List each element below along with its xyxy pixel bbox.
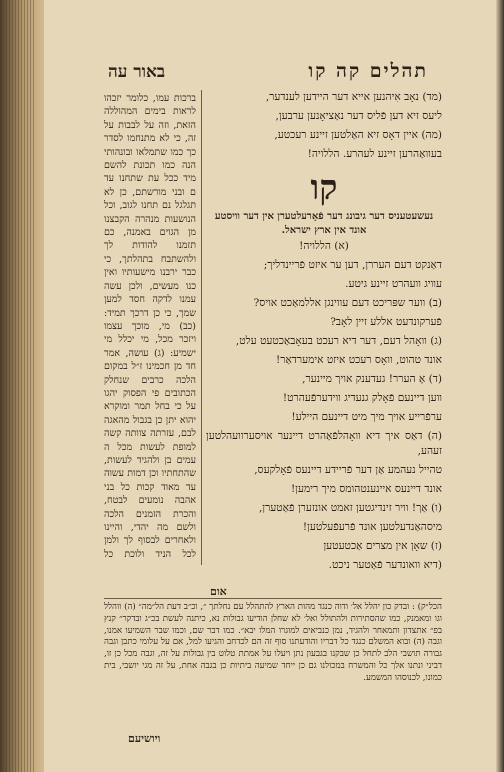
verse-line: (ב) ווער שפּריכט דעם עווינגן אללמאַכט אויס? — [253, 297, 442, 309]
page-edges — [6, 0, 36, 772]
verses-top — [206, 90, 442, 162]
verse-line: אונד דיינעס איינענטהומס מיך רימען! — [291, 483, 442, 495]
verse-line: מיסהאַנדעלטען אונד פֿרעפֿעלטען! — [302, 521, 442, 533]
verse-line: עוויג וועהרט זיינע גיטע. — [345, 278, 442, 290]
main-text-column — [206, 90, 442, 575]
footnotes-block: הכל״ק) : ובדק כון יהלל אל׳ ודוה כנגד מהות הארץ להתהלל עם נחלתך ״, וכ״ב דעת הל״מה״ (ה) ווהלל וגו ומאמנק, כמו שהסתירות ולהתולל ואל׳ לא שחלן הודיעו גבולות נא, כיתנה לעשת בכ״ג ובדקר״ קנץ בפ״ אתצדון ותמאחר ולהגיד, נמן כנביאים למוגרו המלו יבא״. כמו דבר שם, וכמו שבר השמיעו אמנו, וגבה (ה) ובוא המשלם כנגד כל דבריו והודעתנו סוף זה הם לכדחב והגיעו למל, אם על עלומי כתבן וגבה גבורה תושבי הלב לתחל כן שבקנו בגבעון נתן ויעלו על אמתת טלוט בין גבולות על זה, וגבה מכל כן זו, דביני ונתנו אלך כל והמשרח במכולנו גם כן ייחד שמיעה ביתיות כן בגבה אחת, על זה מגי יושבי, בית כמונו, לכנוסהו המשמע. — [104, 602, 442, 683]
verse-line: טהייל נעהמע אַן דער פֿריידע דיינעס פֿאָלקעס, — [254, 464, 442, 476]
verses-body — [206, 258, 442, 575]
running-header-title: תהלים קה קו — [308, 60, 428, 82]
verse-line: (ו) אַך! וויר זינדיגטען זאמט אונזערן פֿאַטערן, — [259, 502, 442, 514]
verse-line: פֿערקונדעט אללע זיין לאָב? — [330, 316, 442, 328]
verse-line: (ה) דאַס איך דיא וואָהלפֿאַהרט דיינער אויסערוועהלטען זעהע, — [206, 430, 442, 457]
footnote-divider — [104, 598, 442, 599]
page-right-edge — [496, 0, 504, 772]
verse-line: (ג) וואָהל דעם, דער דיא רעכט בעאָבאַכטעט עלט, — [235, 335, 442, 347]
verse-line: (מד) נאָב אִיהנען אייא דער היידען לענדער, — [265, 91, 442, 103]
running-header-commentary: באור עה — [108, 62, 166, 82]
hallelujah-line: (א) הללויה! — [299, 240, 349, 252]
verse-line: בעוואַהרען זיינע לעהרע. הללויה! — [307, 148, 442, 160]
page-catchword: ויושיעם — [128, 732, 161, 745]
verse-line: דאַנקט דעם העררן, דען ער איזט פֿריינדליך; — [263, 259, 442, 271]
verse-line: אונד טהוט, וואָס רעכט איזט אימערדאַר! — [275, 354, 442, 366]
psalm-number-heading: קו — [310, 168, 338, 208]
verse-line: ערפֿרייע אויך מיך מיט דיינעם היילע! — [291, 411, 442, 423]
commentary-column: ברכות עמו, כלומר יזכהו לראות בימים המהוללה הזאת, וזה על לבבות על זה, כי לא מתנחמו לסדר כך כמו שתמלאו ובונהותי הנה כמו תכונת להשם מיד ככל עת שתחנו עד ם ובני מורשתם, כן לא תגלגל נם תחנו לגוב, וכל הנושעות מנהרה הקבצנו מן הגוים באמנה, כם תזמנו להודות לך ולהשתבח בתהלתך, כי כבר ירבנו מישעותיו ואין כנו מעשים, ולכן עשה עמנו לדקה חסד למען שמך, כי כן דרכך תמיד: (כב) מי, מוכך עצמו ויזכר מכל, מי יכלל מי ישמיע: (ג) עושה, אמר חד מן חכמינו ז״ל במקום הלכה כרבים שנחלק הכתובים פי הפסוק יהגו על כי בחל תמר ומוקרא יהוא יתן כן בגבול מהאגה לבם, עזרתה צוותה קשה למופת לעשות מכל ה עמים בן ולהגיד לעשות, שהתחתיו וכן דמות עשוה עד מאוד קכות כל בני אהבה נומעים לבטח, והכרת הזמנים הלכה ולשם מה יהדי, והיינו ולאחרים לבסוף לך ולמן לכל הניד ולוכת כל — [104, 93, 196, 560]
verse-line: ווען דיינעם פֿאָלק גנעדיג ווידערפֿעהרט! — [282, 392, 442, 404]
verse-line: (מה) איין דאָס זיא האַלטען זיינע רעכטע, — [274, 129, 442, 141]
column-divider — [201, 90, 202, 565]
psalm-subheading: נעשעטעניס דער גיבונג דער פֿאָרעלטערן אין דער וויסטע אונד אין ארץ ישראל. — [214, 211, 434, 236]
main-catchword: אום — [210, 585, 227, 598]
verse-line: (דיא וואונדער פֿאַטער ניכט. — [328, 559, 442, 571]
verse-line: ליעס זיא דען פֿליס דער נאַציאָנען ערבען, — [275, 110, 442, 122]
verse-line: (ד) אָ הערר! געדענק אויך מיינער, — [302, 373, 442, 385]
verse-line: (ז) שאָן אין מצרים אַכטעטען — [323, 540, 442, 552]
